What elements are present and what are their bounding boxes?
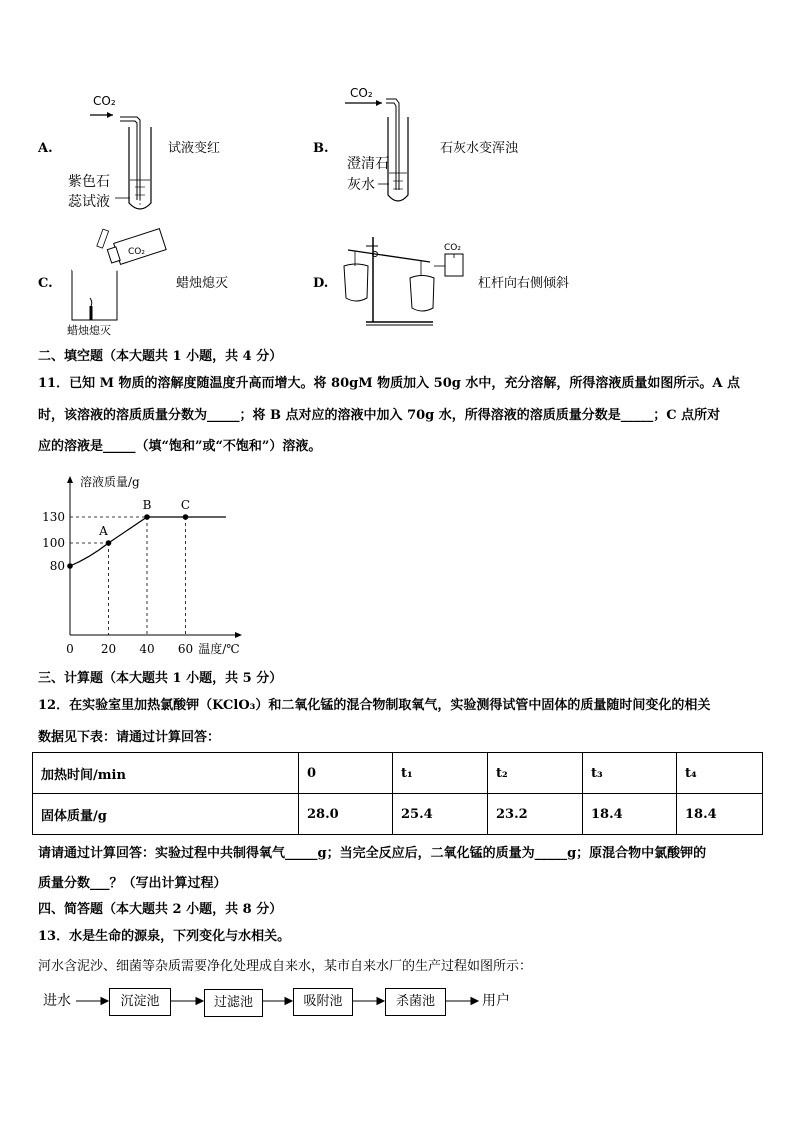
option-b-liquid-label-1: 澄清石: [347, 156, 389, 172]
table-row-label: 固体质量/g: [33, 794, 299, 835]
table-cell: 18.4: [583, 794, 677, 835]
heating-data-table: [32, 752, 763, 835]
option-d-result: 杠杆向右侧倾斜: [478, 276, 570, 291]
table-cell: 0: [299, 753, 393, 794]
table-cell: 28.0: [299, 794, 393, 835]
flow-end: 用户: [482, 993, 510, 1009]
data-point: [106, 540, 112, 546]
option-a-liquid-label-2: 蕊试液: [68, 194, 110, 210]
q13-line-2: 河水含泥沙、细菌等杂质需要净化处理成自来水，某市自来水厂的生产过程如图所示：: [38, 959, 533, 974]
table-cell: 25.4: [393, 794, 488, 835]
option-b-liquid-label-2: 灰水: [347, 177, 375, 193]
x-tick-label: 20: [100, 642, 117, 656]
data-point: [144, 514, 150, 520]
q11-line-3: 应的溶液是_____（填“饱和”或“不饱和”）溶液。: [38, 439, 322, 454]
section-2-heading: 二、填空题（本大题共 1 小题，共 4 分）: [38, 349, 283, 364]
option-a-liquid-label-1: 紫色石: [68, 174, 110, 190]
option-d-letter: D.: [313, 276, 329, 291]
table-cell: 18.4: [677, 794, 763, 835]
table-row: [33, 794, 763, 835]
x-axis-arrow: [235, 632, 242, 638]
option-c-beaker-diagram: [62, 228, 172, 323]
option-a-letter: A.: [38, 141, 53, 156]
option-b-result: 石灰水变浑浊: [440, 141, 519, 156]
data-point: [67, 563, 73, 569]
y-tick-label: 130: [42, 510, 65, 524]
option-c-result: 蜡烛熄灭: [176, 276, 229, 291]
option-c-caption: 蜡烛熄灭: [67, 324, 111, 337]
solution-mass-chart: [40, 472, 270, 662]
q12-ask-2: 质量分数___？（写出计算过程）: [38, 876, 227, 891]
flow-step-sedimentation: 沉淀池: [109, 988, 171, 1016]
option-a-gas-label: CO₂: [93, 94, 116, 108]
table-row: [33, 753, 763, 794]
option-b-letter: B.: [313, 141, 329, 156]
data-point-label: B: [142, 498, 152, 512]
section-3-heading: 三、计算题（本大题共 1 小题，共 5 分）: [38, 671, 283, 686]
table-cell: t₁: [393, 753, 488, 794]
x-tick-label: 0: [66, 642, 74, 656]
flow-start: 进水: [43, 993, 71, 1009]
x-tick-label: 60: [177, 642, 194, 656]
option-a-result: 试液变红: [168, 141, 221, 156]
table-cell: 23.2: [488, 794, 583, 835]
flow-step-filtration: 过滤池: [204, 989, 263, 1017]
option-c-letter: C.: [38, 276, 53, 291]
x-axis-label: 温度/℃: [198, 642, 240, 656]
data-point-label: C: [180, 498, 191, 512]
option-d-gas-label: CO₂: [444, 243, 461, 253]
q12-line-2: 数据见下表：请通过计算回答：: [38, 730, 221, 745]
y-axis-label: 溶液质量/g: [80, 475, 140, 489]
table-row-label: 加热时间/min: [33, 753, 299, 794]
q12-line-1: 12．在实验室里加热氯酸钾（KClO₃）和二氧化锰的混合物制取氧气，实验测得试管中固体的质量随时间变化的相关: [38, 698, 711, 713]
y-tick-label: 80: [49, 559, 65, 573]
q13-line-1: 13．水是生命的源泉，下列变化与水相关。: [38, 929, 291, 944]
series-line: [70, 517, 226, 566]
option-b-gas-label: CO₂: [350, 86, 373, 100]
y-tick-label: 100: [42, 536, 65, 550]
x-tick-label: 40: [139, 642, 155, 656]
flow-step-sterilization: 杀菌池: [385, 988, 446, 1016]
data-point: [183, 514, 189, 520]
table-cell: t₃: [583, 753, 677, 794]
table-cell: t₄: [677, 753, 763, 794]
flow-step-adsorption: 吸附池: [293, 988, 353, 1016]
y-axis-arrow: [67, 476, 73, 483]
data-point-label: A: [99, 524, 108, 538]
q12-ask-1: 请请通过计算回答：实验过程中共制得氧气_____g；当完全反应后，二氧化锰的质量为_____g；原混合物中氯酸钾的: [38, 846, 707, 861]
option-c-gas-label: CO₂: [128, 247, 145, 257]
q11-line-2: 时，该溶液的溶质质量分数为_____；将 B 点对应的溶液中加入 70g 水，所得溶液的溶质质量分数是_____；C 点所对: [38, 408, 721, 423]
table-cell: t₂: [488, 753, 583, 794]
q11-line-1: 11．已知 M 物质的溶解度随温度升高而增大。将 80gM 物质加入 50g 水中，充分溶解，所得溶液质量如图所示。A 点: [38, 376, 741, 391]
section-4-heading: 四、简答题（本大题共 2 小题，共 8 分）: [38, 902, 283, 917]
